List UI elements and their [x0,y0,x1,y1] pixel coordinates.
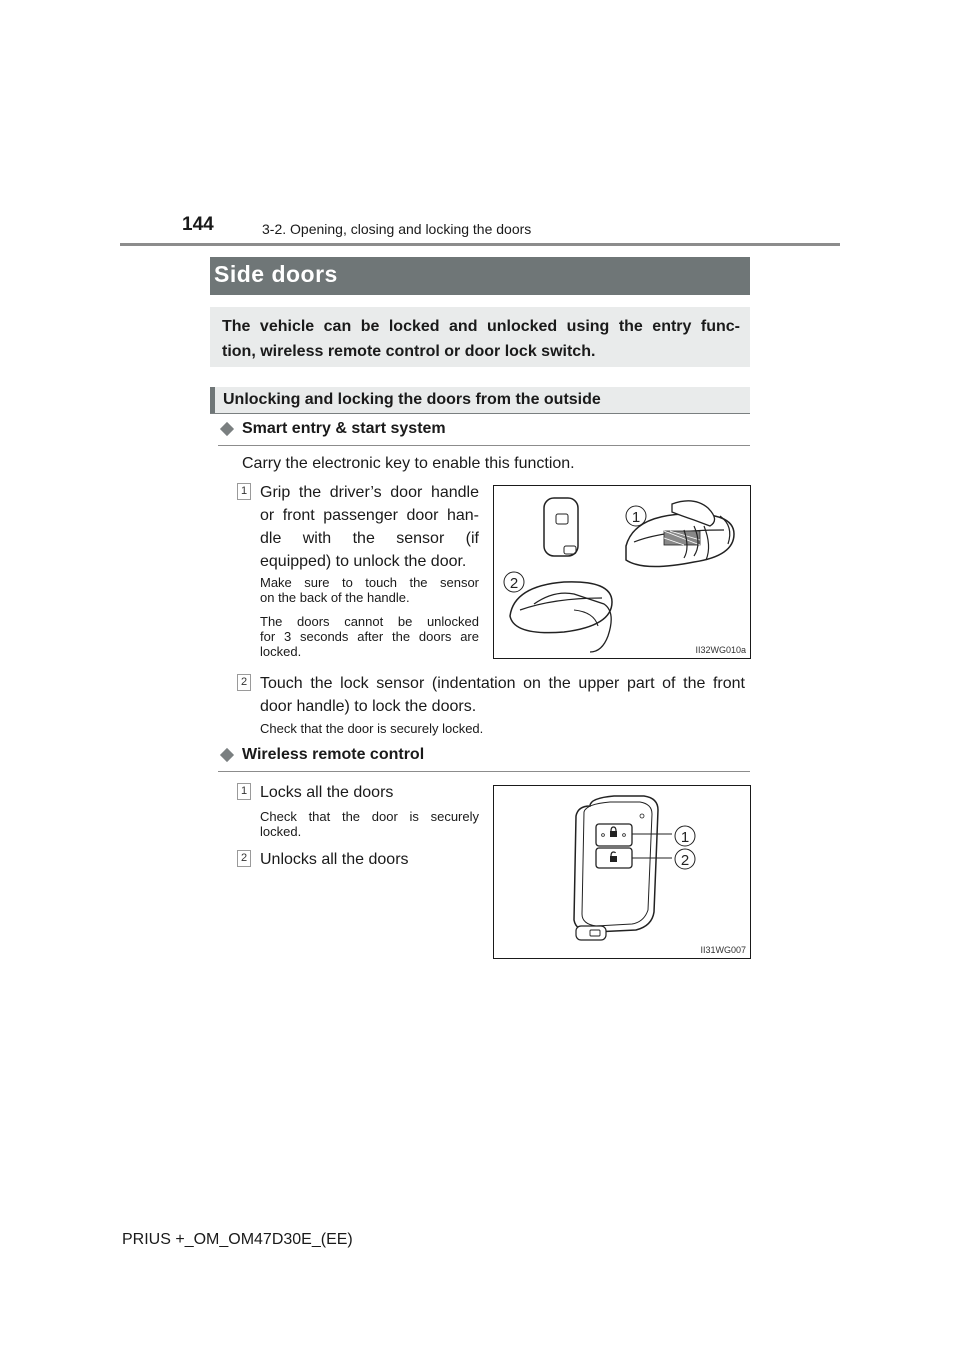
remote-step2-text: Unlocks all the doors [260,851,409,868]
figure1-code: II32WG010a [695,645,746,655]
remote-key-fob-icon [574,796,658,940]
smart-entry-note-2 [260,614,479,659]
diamond-bullet-icon [220,422,234,436]
door-handle-illustration [494,486,750,658]
intro-line-1: The vehicle can be locked and unlocked using the entry func- [222,318,740,335]
remote-key-illustration [494,786,750,958]
smart-entry-heading [218,419,750,446]
remote-note-line-2: locked. [260,824,302,839]
wireless-remote-title: Wireless remote control [242,746,425,763]
step-number-1: 1 [237,483,251,500]
step1-line-3: dle with the sensor (if [260,530,479,547]
step1-line-4: equipped) to unlock the door. [260,553,467,570]
step1-line-1: Grip the driver’s door handle [260,484,479,501]
footer-document-id: PRIUS +_OM_OM47D30E_(EE) [122,1231,353,1248]
step-number-2: 2 [237,674,251,691]
step1-line-2: or front passenger door han- [260,507,479,524]
step2-line-1: Touch the lock sensor (indentation on the upper part of the front [260,675,745,692]
step2-line-2: door handle) to lock the doors. [260,698,477,715]
figure1-callout-1: 1 [631,509,641,526]
intro-box [210,307,750,367]
section-title: Side doors [214,261,338,287]
wireless-remote-heading [218,745,750,772]
smart-entry-note-1 [260,575,479,605]
figure2-callout-2: 2 [680,852,690,869]
remote-step1-note [260,809,479,839]
figure1-callout-2: 2 [509,575,519,592]
figure2-code: II31WG007 [700,945,746,955]
remote-note-line-1: Check that the door is securely [260,809,479,824]
smart-entry-title: Smart entry & start system [242,420,446,437]
note2-line-1: The doors cannot be unlocked [260,614,479,629]
lock-sensor-handle-icon [510,582,612,652]
smart-entry-step2-text [260,672,745,718]
smart-entry-step1-text [260,481,479,573]
door-handle-figure [493,485,751,659]
smart-entry-step2-note: Check that the door is securely locked. [260,721,484,736]
section-title-bar [210,257,750,295]
note1-line-1: Make sure to touch the sensor [260,575,479,590]
heading-accent-bar [210,387,215,413]
subsection-title: Unlocking and locking the doors from the outside [223,391,601,408]
diamond-bullet-icon [220,748,234,762]
figure2-callout-1: 1 [680,829,690,846]
chapter-title: 3-2. Opening, closing and locking the doors [262,221,532,237]
note2-line-3: locked. [260,644,302,659]
header-divider [120,243,840,246]
note1-line-2: on the back of the handle. [260,590,410,605]
intro-line-2: tion, wireless remote control or door lock switch. [222,343,596,360]
remote-key-figure [493,785,751,959]
intro-text [222,314,740,364]
page-number: 144 [182,214,214,235]
remote-step1-text: Locks all the doors [260,784,394,801]
remote-step-number-2: 2 [237,850,251,867]
note2-line-2: for 3 seconds after the doors are [260,629,479,644]
smart-entry-lead: Carry the electronic key to enable this function. [242,455,575,472]
remote-step-number-1: 1 [237,783,251,800]
subsection-heading [210,387,750,414]
smart-key-icon [544,498,578,556]
